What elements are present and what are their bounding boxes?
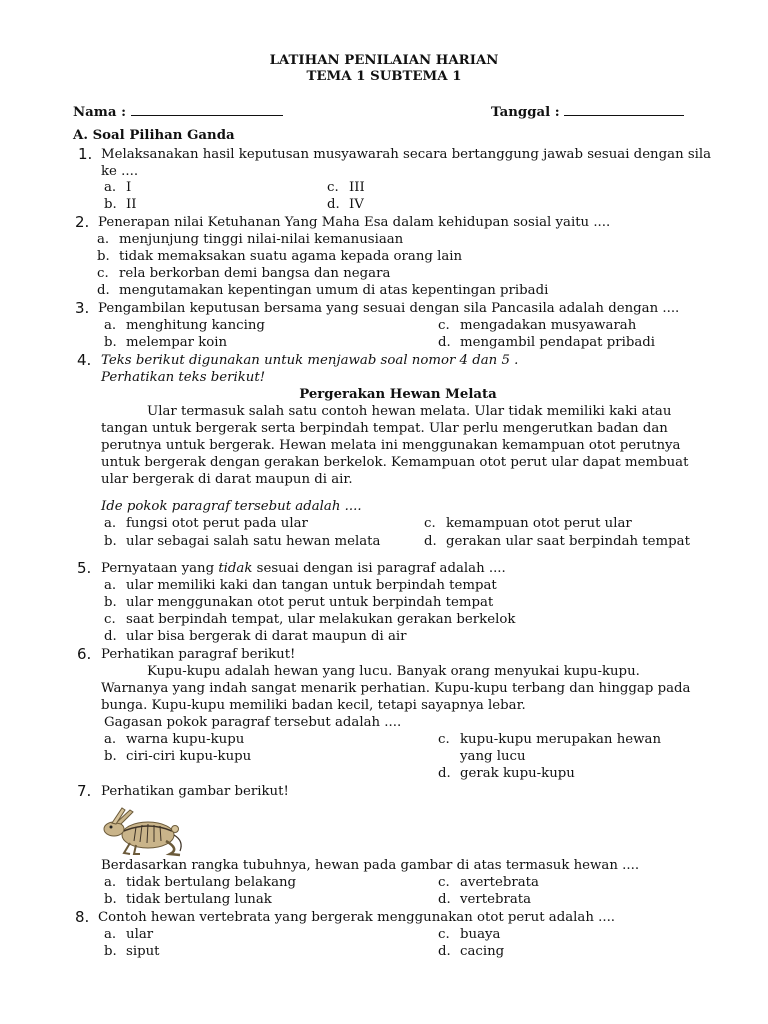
passage-line-4: untuk bergerak dengan gerakan berkelok. Kemampuan otot perut ular dapat membuat	[101, 455, 689, 470]
q2-number: 2.	[75, 213, 90, 231]
q5-option-b[interactable]: b. ular menggunakan otot perut untuk berpindah tempat	[104, 595, 494, 610]
q4-number: 4.	[77, 351, 92, 369]
q7-option-d[interactable]: d. vertebrata	[438, 892, 532, 907]
q1-text: Melaksanakan hasil keputusan musyawarah secara bertanggung jawab sesuai dengan sila	[101, 147, 712, 162]
q5-option-d[interactable]: d. ular bisa bergerak di darat maupun di air	[104, 629, 407, 644]
q6-paragraph-line-1: Kupu-kupu adalah hewan yang lucu. Banyak orang menyukai kupu-kupu.	[147, 664, 640, 679]
q2-option-a[interactable]: a. menjunjung tinggi nilai-nilai kemanusiaan	[97, 232, 404, 247]
q4-option-c[interactable]: c. kemampuan otot perut ular	[424, 516, 632, 531]
q6-option-d[interactable]: d. gerak kupu-kupu	[438, 766, 575, 781]
q3-option-d[interactable]: d. mengambil pendapat pribadi	[438, 335, 656, 350]
q4-question: Ide pokok paragraf tersebut adalah ....	[101, 499, 362, 514]
q6-question: Gagasan pokok paragraf tersebut adalah ....	[104, 715, 402, 730]
q6-option-a[interactable]: a. warna kupu-kupu	[104, 732, 245, 747]
passage-line-2: tangan untuk bergerak serta berpindah tempat. Ular perlu mengerutkan badan dan	[101, 421, 668, 436]
passage-line-5: ular bergerak di darat maupun di air.	[101, 472, 353, 487]
date-field[interactable]	[564, 103, 684, 116]
passage-line-3: perutnya untuk bergerak. Hewan melata ini menggunakan kemampuan otot perutnya	[101, 438, 681, 453]
q8-option-c[interactable]: c. buaya	[438, 927, 501, 942]
rabbit-skeleton-icon	[100, 805, 186, 857]
date-row	[491, 103, 684, 121]
q8-text: Contoh hewan vertebrata yang bergerak menggunakan otot perut adalah ....	[98, 910, 616, 925]
q5-option-a[interactable]: a. ular memiliki kaki dan tangan untuk berpindah tempat	[104, 578, 497, 593]
passage-line-1: Ular termasuk salah satu contoh hewan melata. Ular tidak memiliki kaki atau	[147, 404, 672, 419]
q1-text-cont: ke ....	[101, 164, 139, 179]
q6-text: Perhatikan paragraf berikut!	[101, 647, 296, 662]
q6-option-b[interactable]: b. ciri-ciri kupu-kupu	[104, 749, 252, 764]
name-field[interactable]	[131, 103, 283, 116]
q1-option-b[interactable]: b. II	[104, 197, 137, 212]
q1-option-d[interactable]: d. IV	[327, 197, 364, 212]
q6-option-c-cont: yang lucu	[460, 749, 526, 764]
q3-number: 3.	[75, 299, 90, 317]
q8-option-d[interactable]: d. cacing	[438, 944, 505, 959]
q6-paragraph-line-2: Warnanya yang indah sangat menarik perhatian. Kupu-kupu terbang dan hinggap pada	[101, 681, 691, 696]
q5-text: Pernyataan yang tidak sesuai dengan isi paragraf adalah ....	[101, 561, 506, 576]
q7-text: Perhatikan gambar berikut!	[101, 784, 289, 799]
q4-option-d[interactable]: d. gerakan ular saat berpindah tempat	[424, 534, 690, 549]
q6-number: 6.	[77, 645, 92, 663]
q5-option-c[interactable]: c. saat berpindah tempat, ular melakukan gerakan berkelok	[104, 612, 516, 627]
q1-option-c[interactable]: c. III	[327, 180, 365, 195]
q3-option-c[interactable]: c. mengadakan musyawarah	[438, 318, 637, 333]
q5-number: 5.	[77, 559, 92, 577]
q4-instruction: Perhatikan teks berikut!	[101, 370, 266, 385]
q8-number: 8.	[75, 908, 90, 926]
worksheet-subtitle: TEMA 1 SUBTEMA 1	[306, 69, 462, 84]
q3-text: Pengambilan keputusan bersama yang sesuai dengan sila Pancasila adalah dengan ....	[98, 301, 680, 316]
q7-question: Berdasarkan rangka tubuhnya, hewan pada gambar di atas termasuk hewan ....	[101, 858, 640, 873]
q4-option-a[interactable]: a. fungsi otot perut pada ular	[104, 516, 308, 531]
q7-option-a[interactable]: a. tidak bertulang belakang	[104, 875, 297, 890]
q2-option-d[interactable]: d. mengutamakan kepentingan umum di atas kepentingan pribadi	[97, 283, 549, 298]
q1-number: 1.	[78, 145, 93, 163]
q7-option-c[interactable]: c. avertebrata	[438, 875, 539, 890]
name-row	[73, 103, 283, 121]
q6-paragraph-line-3: bunga. Kupu-kupu memiliki badan kecil, tetapi sayapnya lebar.	[101, 698, 526, 713]
q2-text: Penerapan nilai Ketuhanan Yang Maha Esa dalam kehidupan sosial yaitu ....	[98, 215, 611, 230]
q7-option-b[interactable]: b. tidak bertulang lunak	[104, 892, 272, 907]
q2-option-b[interactable]: b. tidak memaksakan suatu agama kepada orang lain	[97, 249, 463, 264]
q1-option-a[interactable]: a. I	[104, 180, 132, 195]
q8-option-a[interactable]: a. ular	[104, 927, 154, 942]
q3-option-b[interactable]: b. melempar koin	[104, 335, 228, 350]
worksheet-title: LATIHAN PENILAIAN HARIAN	[269, 53, 499, 68]
date-label: Tanggal :	[491, 105, 560, 120]
passage-title: Pergerakan Hewan Melata	[299, 387, 497, 402]
q4-intro: Teks berikut digunakan untuk menjawab soal nomor 4 dan 5 .	[101, 353, 519, 368]
name-label: Nama :	[73, 105, 126, 120]
q2-option-c[interactable]: c. rela berkorban demi bangsa dan negara	[97, 266, 391, 281]
section-heading: A. Soal Pilihan Ganda	[73, 128, 235, 143]
q6-option-c[interactable]: c. kupu-kupu merupakan hewan	[438, 732, 662, 747]
q8-option-b[interactable]: b. siput	[104, 944, 160, 959]
q3-option-a[interactable]: a. menghitung kancing	[104, 318, 265, 333]
q7-number: 7.	[77, 782, 92, 800]
q4-option-b[interactable]: b. ular sebagai salah satu hewan melata	[104, 534, 381, 549]
